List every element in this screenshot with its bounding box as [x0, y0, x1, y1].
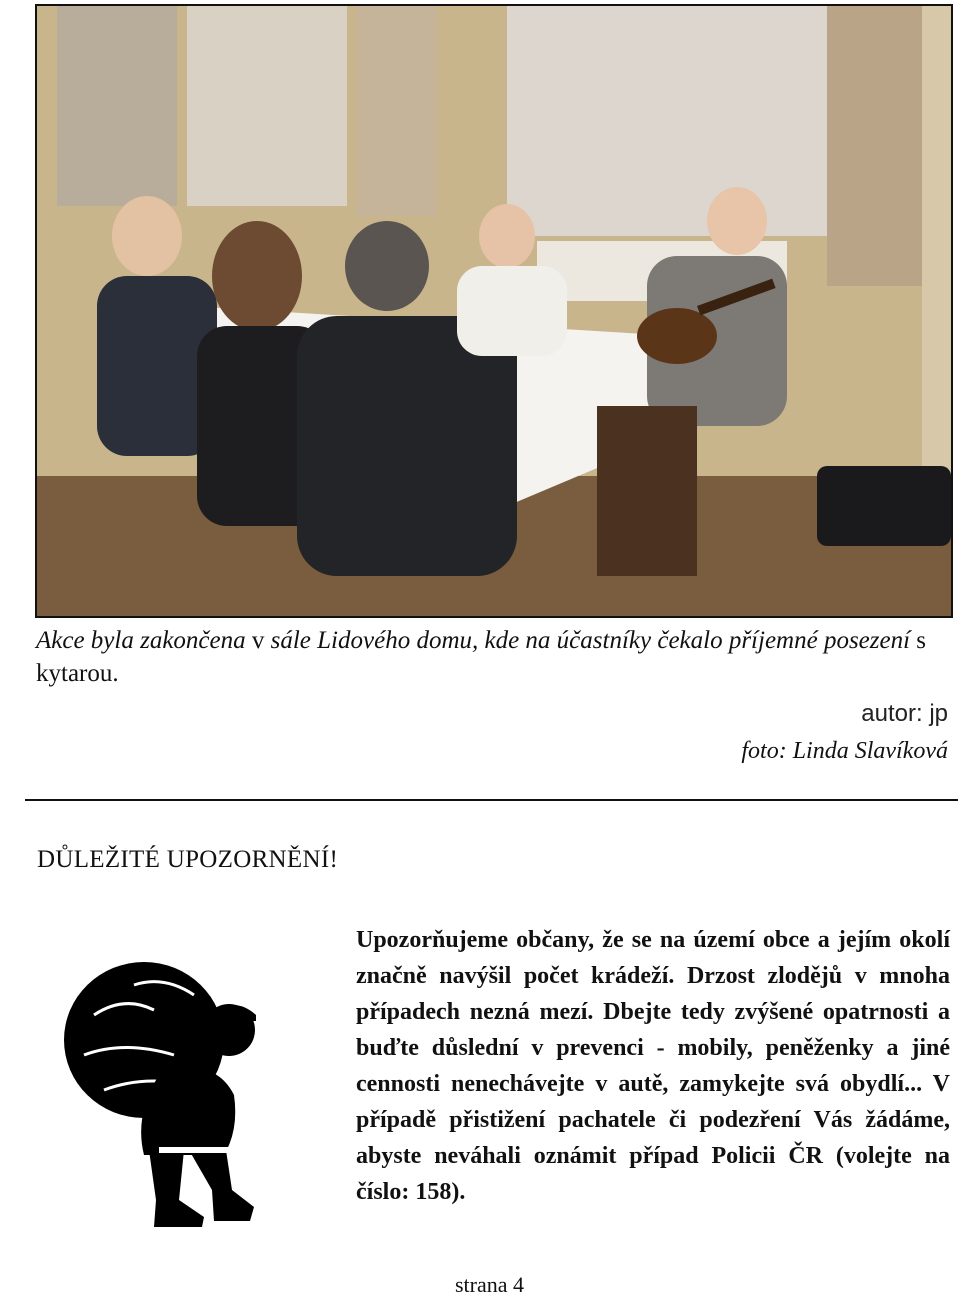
photo-credit: foto: Linda Slavíková — [741, 738, 948, 764]
caption-text-1: Akce byla zakončena — [36, 627, 252, 654]
photo-caption — [36, 624, 936, 690]
thief-silhouette-icon — [64, 955, 269, 1230]
event-photo — [35, 4, 953, 618]
caption-text-s: s — [916, 627, 927, 654]
article-author: autor: jp — [861, 700, 948, 727]
page-number: strana 4 — [455, 1272, 525, 1297]
section-divider — [25, 799, 958, 801]
caption-text-v: v — [251, 627, 265, 654]
notice-heading: DŮLEŽITÉ UPOZORNĚNÍ! — [37, 846, 339, 873]
caption-text-2: sále Lidového domu, kde na účastníky čekalo příjemné posezení — [264, 627, 917, 654]
caption-text-tail: kytarou. — [36, 660, 119, 687]
event-photo-scene — [37, 6, 951, 616]
notice-body: Upozorňujeme občany, že se na území obce a jejím okolí značně navýšil počet krádeží. Drzost zlodějů v mnoha případech nezná mezí. Dbejte tedy zvýšené opatrnosti a buďte důslední v prevenci - mobily, peněženky a jiné cennosti nenechávejte v autě, zamykejte svá obydlí... V případě přistižení pachatele či podezření Vás žádáme, abyste neváhali oznámit případ Policii ČR (volejte na číslo: 158). — [356, 927, 950, 1205]
